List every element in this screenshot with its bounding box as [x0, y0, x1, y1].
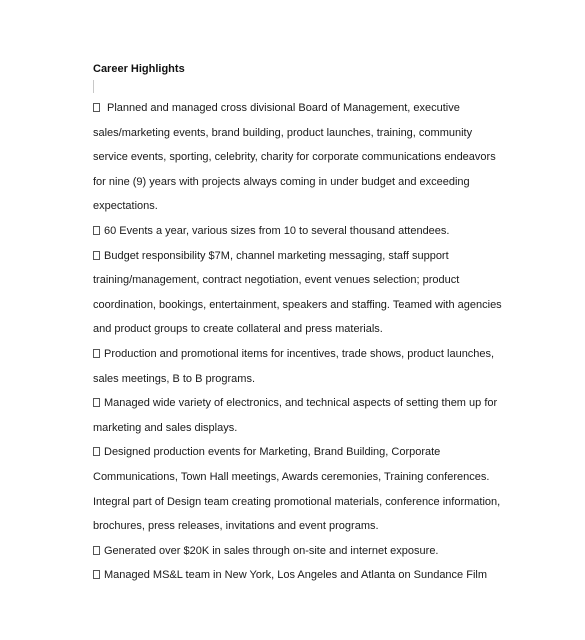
text-line	[93, 194, 513, 219]
bullet-line	[93, 563, 513, 588]
box-bullet-icon	[93, 251, 100, 260]
bullet-line	[93, 539, 513, 564]
text-line	[93, 170, 513, 195]
section-title: Career Highlights	[93, 63, 185, 75]
text-line	[93, 465, 513, 490]
career-highlights-body	[93, 96, 513, 588]
box-bullet-icon	[93, 570, 100, 579]
line-text: sales meetings, B to B programs.	[93, 372, 256, 385]
line-text: Communications, Town Hall meetings, Awards ceremonies, Training conferences.	[93, 470, 490, 483]
line-text: and product groups to create collateral and press materials.	[93, 323, 383, 336]
box-bullet-icon	[93, 398, 100, 407]
text-line	[93, 268, 513, 293]
box-bullet-icon	[93, 349, 100, 358]
line-text: Managed wide variety of electronics, and technical aspects of setting them up for	[104, 397, 498, 410]
bullet-line	[93, 342, 513, 367]
box-bullet-icon	[93, 447, 100, 456]
line-text: Integral part of Design team creating promotional materials, conference information,	[93, 495, 501, 508]
text-line	[93, 121, 513, 146]
line-text: for nine (9) years with projects always coming in under budget and exceeding	[93, 175, 470, 188]
text-line	[93, 514, 513, 539]
line-text: service events, sporting, celebrity, charity for corporate communications endeavors	[93, 151, 496, 164]
line-text: sales/marketing events, brand building, product launches, training, community	[93, 126, 473, 139]
line-text: Budget responsibility $7M, channel marketing messaging, staff support	[104, 249, 449, 262]
line-text: Planned and managed cross divisional Board of Management, executive	[107, 102, 460, 114]
text-line	[93, 367, 513, 392]
text-line	[93, 145, 513, 170]
line-text: expectations.	[93, 200, 158, 213]
box-bullet-icon	[93, 226, 100, 235]
line-text: coordination, bookings, entertainment, speakers and staffing. Teamed with agencies	[93, 298, 502, 311]
line-text: training/management, contract negotiation, event venues selection; product	[93, 274, 460, 287]
text-line	[93, 317, 513, 342]
bullet-line	[93, 219, 513, 244]
line-text: Managed MS&L team in New York, Los Angeles and Atlanta on Sundance Film	[104, 569, 487, 582]
text-line	[93, 416, 513, 441]
bullet-line	[93, 440, 513, 465]
bullet-line	[93, 96, 513, 121]
bullet-line	[93, 244, 513, 269]
text-cursor-mark	[93, 80, 94, 93]
box-bullet-icon	[93, 546, 100, 555]
line-text: brochures, press releases, invitations and event programs.	[93, 520, 379, 533]
line-text: Production and promotional items for incentives, trade shows, product launches,	[104, 347, 495, 360]
text-line	[93, 490, 513, 515]
bullet-line	[93, 391, 513, 416]
line-text: Generated over $20K in sales through on-site and internet exposure.	[104, 544, 439, 557]
box-bullet-icon	[93, 103, 100, 112]
text-line	[93, 293, 513, 318]
line-text: Designed production events for Marketing, Brand Building, Corporate	[104, 446, 441, 459]
line-text: 60 Events a year, various sizes from 10 to several thousand attendees.	[104, 224, 450, 237]
line-text: marketing and sales displays.	[93, 421, 238, 434]
